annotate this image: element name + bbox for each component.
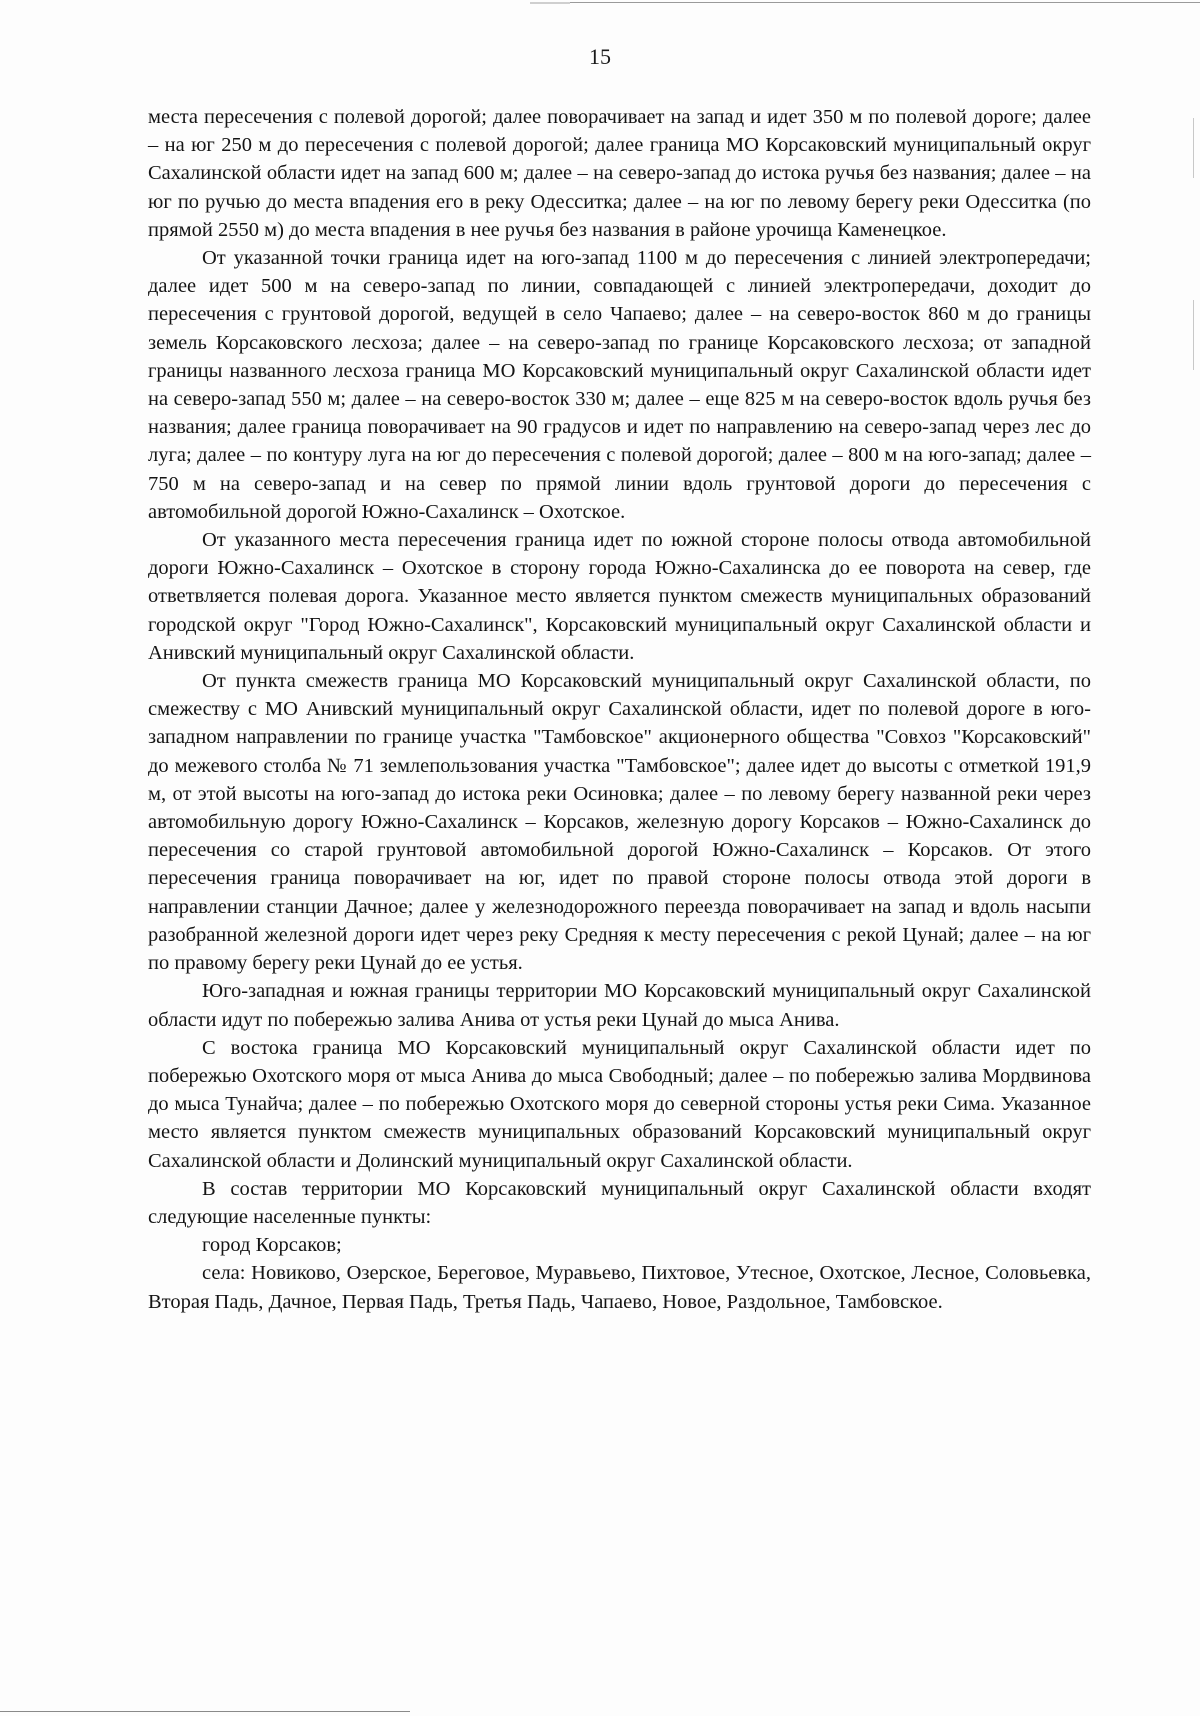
paragraph: город Корсаков; — [202, 1234, 342, 1257]
paragraph: села: Новиково, Озерское, Береговое, Муравьево, Пихтовое, Утесное, Охотское, Лесное, Соловьевка, Вторая Падь, Дачное, Первая Падь, Третья Падь, Чапаево, Новое, Раздольное, Тамбовское. — [148, 1262, 1091, 1313]
document-body — [148, 103, 1091, 1316]
page-number: 15 — [589, 44, 611, 69]
scan-edge-line-top — [530, 2, 1200, 3]
paragraph: В состав территории МО Корсаковский муниципальный округ Сахалинской области входят следующие населенные пункты: — [148, 1177, 1091, 1228]
paragraph: места пересечения с полевой дорогой; далее поворачивает на запад и идет 350 м по полевой дороге; далее – на юг 250 м до пересечения с полевой дорогой; далее граница МО Корсаковский муниципальный округ Сахалинской области идет на запад 600 м; далее – на северо-запад до истока ручья без названия; далее – на юг по ручью до места впадения его в реку Одесситка; далее – на юг по левому берегу реки Одесситка (по прямой 2550 м) до места впадения в нее ручья без названия в районе урочища Каменецкое. — [148, 106, 1091, 241]
scan-edge-mark-right — [1193, 300, 1194, 370]
paragraph: С востока граница МО Корсаковский муниципальный округ Сахалинской области идет по побережью Охотского моря от мыса Анива до мыса Свободный; далее – по побережью залива Мордвинова до мыса Тунайча; далее – по побережью Охотского моря до северной стороны устья реки Сима. Указанное место является пунктом смежеств муниципальных образований Корсаковский муниципальный округ Сахалинской области и Долинский муниципальный округ Сахалинской области. — [148, 1036, 1091, 1172]
paragraph: Юго-западная и южная границы территории МО Корсаковский муниципальный округ Сахалинской области идут по побережью залива Анива от устья реки Цунай до мыса Анива. — [148, 980, 1091, 1031]
scan-edge-line-bottom — [0, 1711, 410, 1712]
paragraph: От пункта смежеств граница МО Корсаковский муниципальный округ Сахалинской области, по смежеству с МО Анивский муниципальный округ Сахалинской области, идет по полевой дороге в юго-западном направлении по границе участка "Тамбовское" акционерного общества "Совхоз "Корсаковский" до межевого столба № 71 землепользования участка "Тамбовское"; далее идет до высоты с отметкой 191,9 м, от этой высоты на юго-запад до истока реки Осиновка; далее – по левому берегу названной реки через автомобильную дорогу Южно-Сахалинск – Корсаков, железную дорогу Корсаков – Южно-Сахалинск до пересечения со старой грунтовой автомобильной дорогой Южно-Сахалинск – Корсаков. От этого пересечения граница поворачивает на юг, идет по правой стороне полосы отвода этой дороги в направлении станции Дачное; далее у железнодорожного переезда поворачивает на запад и вдоль насыпи разобранной железной дороги идет через реку Средняя к месту пересечения с рекой Цунай; далее – на юг по правому берегу реки Цунай до ее устья. — [148, 670, 1091, 975]
scan-edge-mark-right — [1193, 118, 1194, 178]
scan-edge-mark-top — [530, 2, 570, 4]
paragraph: От указанной точки граница идет на юго-запад 1100 м до пересечения с линией электропередачи; далее идет 500 м на северо-запад по линии, совпадающей с линией электропередачи, доходит до пересечения с грунтовой дорогой, ведущей в село Чапаево; далее – на северо-восток 860 м до границы земель Корсаковского лесхоза; далее – на северо-запад по границе Корсаковского лесхоза; от западной границы названного лесхоза граница МО Корсаковский муниципальный округ Сахалинской области идет на северо-запад 550 м; далее – на северо-восток 330 м; далее – еще 825 м на северо-восток вдоль ручья без названия; далее граница поворачивает на 90 градусов и идет по направлению на северо-запад через лес до луга; далее – по контуру луга на юг до пересечения с полевой дорогой; далее – 800 м на юго-запад; далее – 750 м на северо-запад и на север по прямой линии вдоль грунтовой дороги до пересечения с автомобильной дорогой Южно-Сахалинск – Охотское. — [148, 247, 1091, 523]
paragraph: От указанного места пересечения граница идет по южной стороне полосы отвода автомобильной дороги Южно-Сахалинск – Охотское в сторону города Южно-Сахалинска до ее поворота на север, где ответвляется полевая дорога. Указанное место является пунктом смежеств муниципальных образований городской округ "Город Южно-Сахалинск", Корсаковский муниципальный округ Сахалинской области и Анивский муниципальный округ Сахалинской области. — [148, 529, 1091, 664]
